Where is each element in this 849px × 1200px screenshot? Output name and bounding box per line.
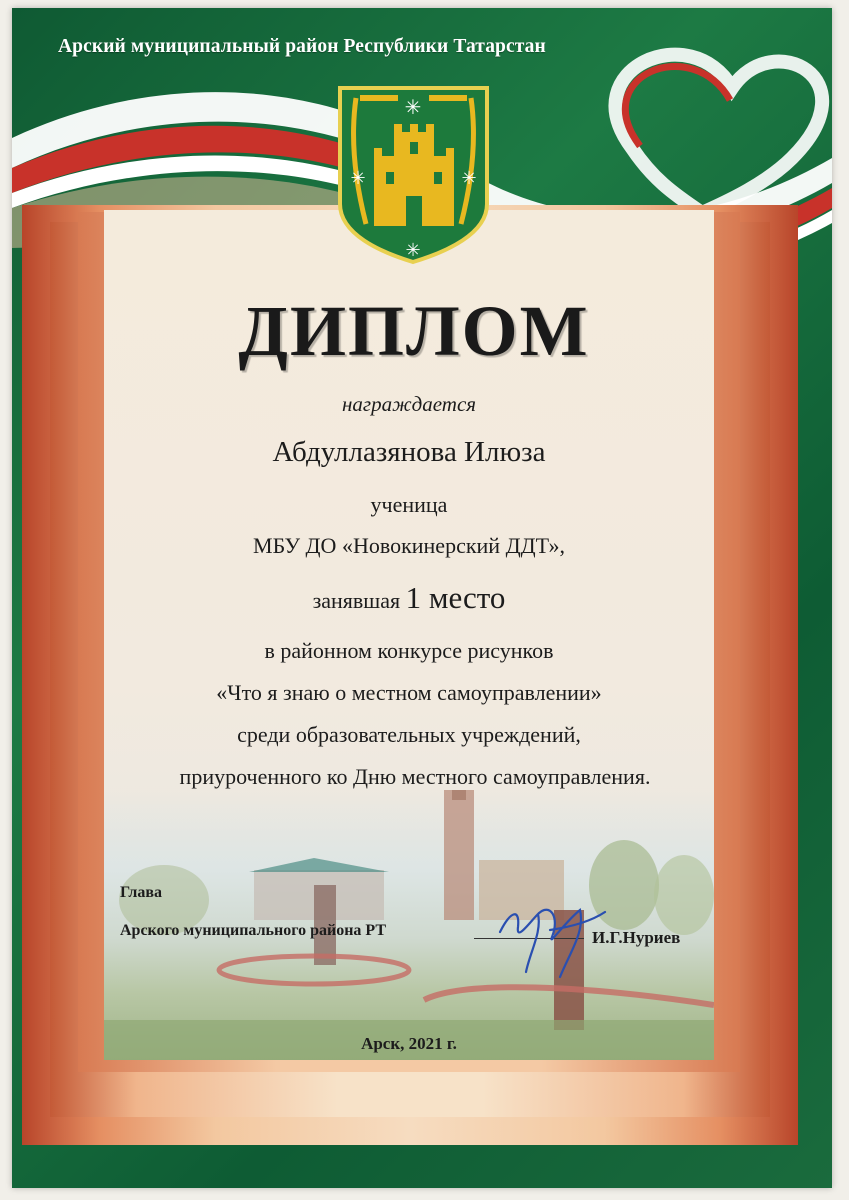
svg-text:✳: ✳: [405, 240, 421, 261]
region-header: Арский муниципальный район Республики Татарстан: [58, 36, 546, 57]
recipient-role: ученица: [370, 492, 448, 517]
signatory-title-line1: Глава: [120, 884, 162, 901]
contest-line: в районном конкурсе рисунков: [264, 638, 554, 663]
svg-text:✳: ✳: [350, 168, 366, 189]
contest-name: «Что я знаю о местном самоуправлении»: [216, 680, 602, 705]
signatory-name: И.Г.Нуриев: [592, 928, 681, 947]
occasion-line: приуроченного ко Дню местного самоуправления.: [179, 764, 651, 789]
place-line: [104, 580, 714, 616]
svg-text:✳: ✳: [461, 168, 477, 189]
recipient-organization: МБУ ДО «Новокинерский ДДТ»,: [253, 533, 565, 558]
signatory-title-line2: Арского муниципального района РТ: [120, 922, 387, 939]
diploma-title: ДИПЛОМ: [238, 291, 590, 371]
place-value: 1 место: [405, 580, 506, 615]
recipient-name: Абдуллазянова Илюза: [272, 436, 546, 468]
place-prefix: занявшая: [312, 588, 401, 613]
coat-of-arms-emblem: [336, 84, 491, 266]
svg-text:✳: ✳: [404, 95, 422, 119]
place-and-date: Арск, 2021 г.: [361, 1034, 457, 1053]
awarded-to-label: награждается: [341, 392, 477, 416]
participants-line: среди образовательных учреждений,: [237, 722, 581, 747]
